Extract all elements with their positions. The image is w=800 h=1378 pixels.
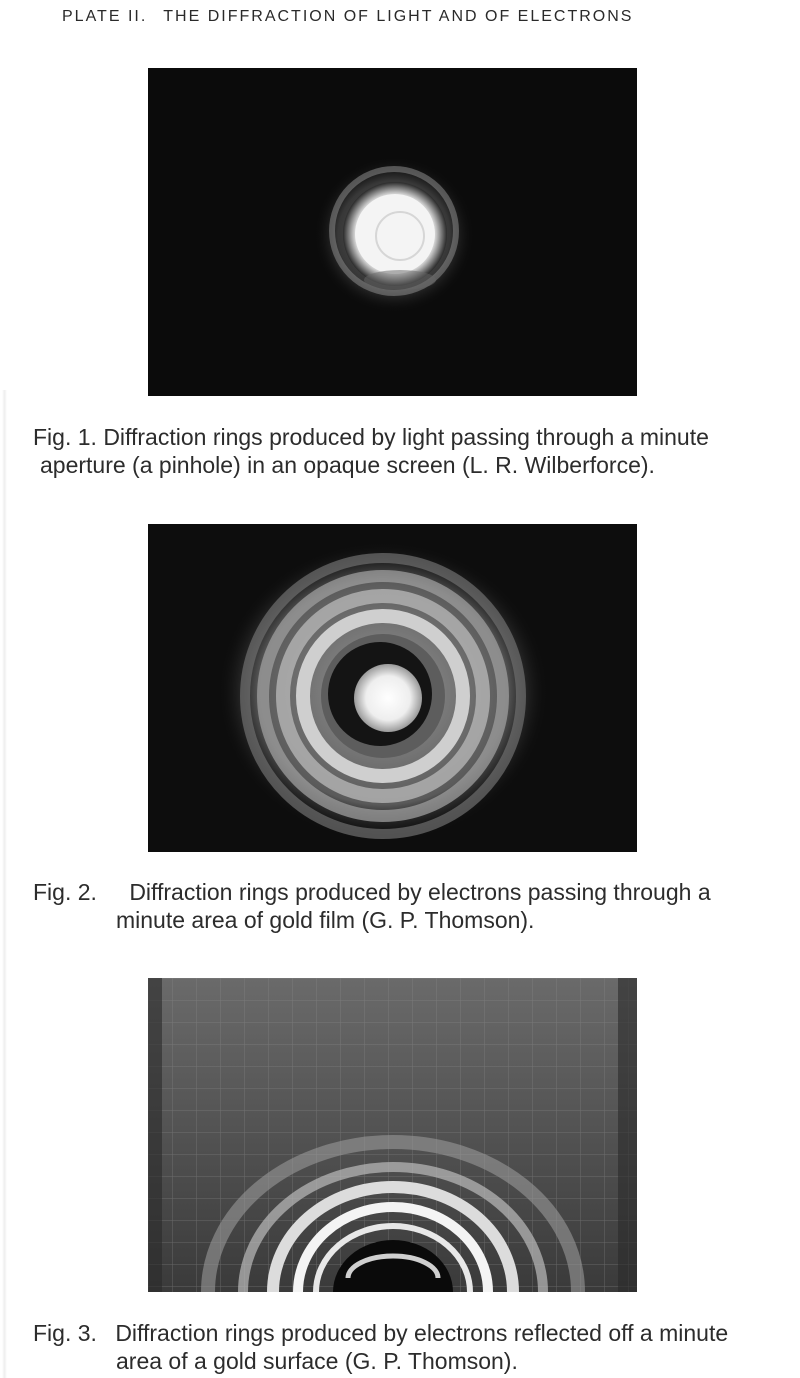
figure-3-image [148, 978, 637, 1292]
figure-3-caption-line1 [33, 1319, 728, 1347]
page-edge-shadow [2, 390, 7, 1378]
figure-2-caption-line1 [33, 878, 711, 906]
figure-1-label: Fig. 1. [33, 424, 97, 450]
figure-2-label: Fig. 2. [33, 879, 97, 905]
figure-1-caption-text: Diffraction rings produced by light passing through a minute [103, 424, 709, 450]
figure-2-caption-text: Diffraction rings produced by electrons passing through a [129, 879, 711, 905]
figure-3-caption-text: Diffraction rings produced by electrons reflected off a minute [115, 1320, 729, 1346]
figure-2-image [148, 524, 637, 852]
plate-title: THE DIFFRACTION OF LIGHT AND OF ELECTRONS [163, 8, 634, 25]
plate-header [62, 8, 742, 26]
figure-3-caption-line2: area of a gold surface (G. P. Thomson). [116, 1348, 518, 1374]
plate-label: PLATE II. [62, 8, 148, 25]
figure-3-label: Fig. 3. [33, 1320, 97, 1346]
figure-1-photo [148, 68, 637, 396]
figure-3-photo [148, 978, 637, 1292]
figure-2-caption-line2: minute area of gold film (G. P. Thomson). [116, 907, 535, 933]
figure-1-caption-line1 [33, 423, 709, 451]
figure-2-photo [148, 524, 637, 852]
figure-1-image [148, 68, 637, 396]
figure-1-caption-line2: aperture (a pinhole) in an opaque screen (L. R. Wilberforce). [40, 452, 655, 478]
